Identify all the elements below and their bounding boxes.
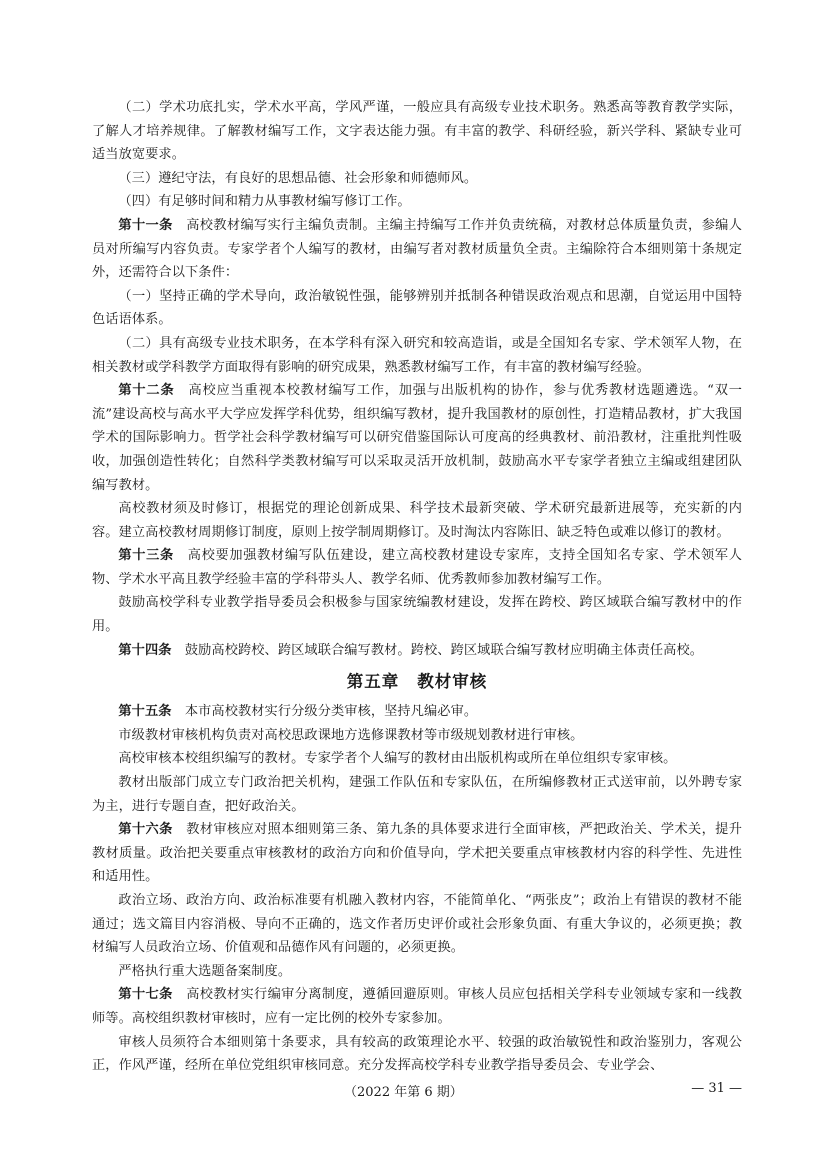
paragraph	[92, 889, 742, 960]
article-number: 第十六条	[118, 822, 173, 838]
paragraph-text: 高校教材编写实行主编负责制。主编主持编写工作并负责统稿，对教材总体质量负责，参编人员对所编写内容负责。专家学者个人编写的教材，由编写者对教材质量负全责。主编除符合本细则第十条规定外，还需符合以下条件：	[92, 217, 742, 281]
article-number: 第十五条	[118, 704, 172, 720]
paragraph-text: 鼓励高校跨校、跨区域联合编写教材。跨校、跨区域联合编写教材应明确主体责任高校。	[171, 642, 704, 658]
paragraph-text: 高校要加强教材编写队伍建设，建立高校教材建设专家库，支持全国知名专家、学术领军人物、学术水平高且教学经验丰富的学科带头人、教学名师、优秀教师参加教材编写工作。	[92, 548, 742, 587]
page-footer	[92, 1081, 742, 1101]
paragraph	[92, 983, 742, 1030]
paragraph-text: （一）坚持正确的学术导向，政治敏锐性强，能够辨别并抵制各种错误政治观点和思潮，自觉运用中国特色话语体系。	[92, 288, 742, 328]
paragraph-text: 审核人员须符合本细则第十条要求，具有较高的政策理论水平、较强的政治敏锐性和政治鉴别力，客观公正，作风严谨，经所在单位党组织审核同意。充分发挥高校学科专业教学指导委员会、专业学会、	[92, 1034, 742, 1074]
paragraph	[92, 497, 742, 544]
article-number: 第十七条	[118, 987, 173, 1003]
paragraph	[92, 167, 742, 191]
section-after-chapter	[92, 700, 742, 1078]
paragraph-text: （四）有足够时间和精力从事教材编写修订工作。	[118, 194, 411, 210]
paragraph-text: 本市高校教材实行分级分类审核，坚持凡编必审。	[171, 704, 478, 720]
paragraph	[92, 591, 742, 638]
chapter-number: 第五章	[346, 672, 400, 692]
paragraph	[92, 544, 742, 591]
paragraph-text: （二）学术功底扎实，学术水平高，学风严谨，一般应具有高级专业技术职务。熟悉高等教育教学实际，了解人才培养规律。了解教材编写工作，文字表达能力强。有丰富的教学、科研经验，新兴学科、紧缺专业可适当放宽要求。	[92, 100, 742, 163]
paragraph-text: （三）遵纪守法，有良好的思想品德、社会形象和师德师风。	[118, 170, 478, 186]
paragraph-text: 高校教材须及时修订，根据党的理论创新成果、科学技术最新突破、学术研究最新进展等，充实新的内容。建立高校教材周期修订制度，原则上按学制周期修订。及时淘汰内容陈旧、缺乏特色或难以修订的教材。	[92, 501, 742, 540]
article-number: 第十四条	[118, 642, 172, 658]
paragraph	[92, 285, 742, 332]
paragraph	[92, 96, 742, 167]
article-number: 第十三条	[118, 548, 174, 564]
paragraph	[92, 960, 742, 984]
paragraph-text: 高校教材实行编审分离制度，遵循回避原则。审核人员应包括相关学科专业领域专家和一线教师等。高校组织教材审核时，应有一定比例的校外专家参加。	[92, 987, 742, 1026]
paragraph-text: 鼓励高校学科专业教学指导委员会积极参与国家统编教材建设，发挥在跨校、跨区域联合编写教材中的作用。	[92, 595, 742, 635]
paragraph	[92, 724, 742, 748]
paragraph	[92, 379, 742, 497]
article-number: 第十二条	[118, 383, 175, 399]
paragraph	[92, 639, 742, 663]
paragraph	[92, 190, 742, 214]
chapter-title: 教材审核	[417, 672, 488, 692]
paragraph	[92, 747, 742, 771]
issue-label: （2022 年第 6 期）	[344, 1085, 463, 1100]
paragraph	[92, 332, 742, 379]
paragraph-text: 市级教材审核机构负责对高校思政课地方选修课教材等市级规划教材进行审核。	[118, 727, 584, 743]
paragraph-text: （二）具有高级专业技术职务，在本学科有深入研究和较高造诣，或是全国知名专家、学术领军人物，在相关教材或学科教学方面取得有影响的研究成果，熟悉教材编写工作，有丰富的教材编写经验。	[92, 335, 742, 375]
paragraph-text: 高校应当重视本校教材编写工作，加强与出版机构的协作，参与优秀教材选题遴选。“双一流”建设高校与高水平大学应发挥学科优势，组织编写教材，提升我国教材的原创性，打造精品教材，扩大我国学术的国际影响力。哲学社会科学教材编写可以研究借鉴国际认可度高的经典教材、前沿教材，注重批判性吸收，加强创造性转化；自然科学类教材编写可以采取灵活开放机制，鼓励高水平专家学者独立主编或组建团队编写教材。	[92, 383, 742, 493]
paragraph	[92, 771, 742, 818]
paragraph-text: 高校审核本校组织编写的教材。专家学者个人编写的教材由出版机构或所在单位组织专家审核。	[118, 751, 677, 767]
paragraph-text: 教材出版部门成立专门政治把关机构，建强工作队伍和专家队伍，在所编修教材正式送审前，以外聘专家为主，进行专题自查，把好政治关。	[92, 775, 742, 814]
paragraph	[92, 214, 742, 285]
article-number: 第十一条	[118, 217, 173, 233]
paragraph-text: 严格执行重大选题备案制度。	[118, 963, 292, 979]
paragraph	[92, 700, 742, 724]
page-number: — 31 —	[691, 1081, 742, 1096]
paragraph-text: 教材审核应对照本细则第三条、第九条的具体要求进行全面审核，严把政治关、学术关，提升教材质量。政治把关要重点审核教材的政治方向和价值导向，学术把关要重点审核教材内容的科学性、先进性和适用性。	[92, 822, 742, 885]
section-before-chapter	[92, 96, 742, 662]
paragraph-text: 政治立场、政治方向、政治标准要有机融入教材内容，不能简单化、“两张皮”；政治上有错误的教材不能通过；选文篇目内容消极、导向不正确的，选文作者历史评价或社会形象负面、有重大争议的，必须更换；教材编写人员政治立场、价值观和品德作风有问题的，必须更换。	[92, 893, 742, 956]
document-body	[92, 96, 742, 1078]
paragraph	[92, 818, 742, 889]
paragraph	[92, 1031, 742, 1078]
chapter-heading	[92, 668, 742, 696]
